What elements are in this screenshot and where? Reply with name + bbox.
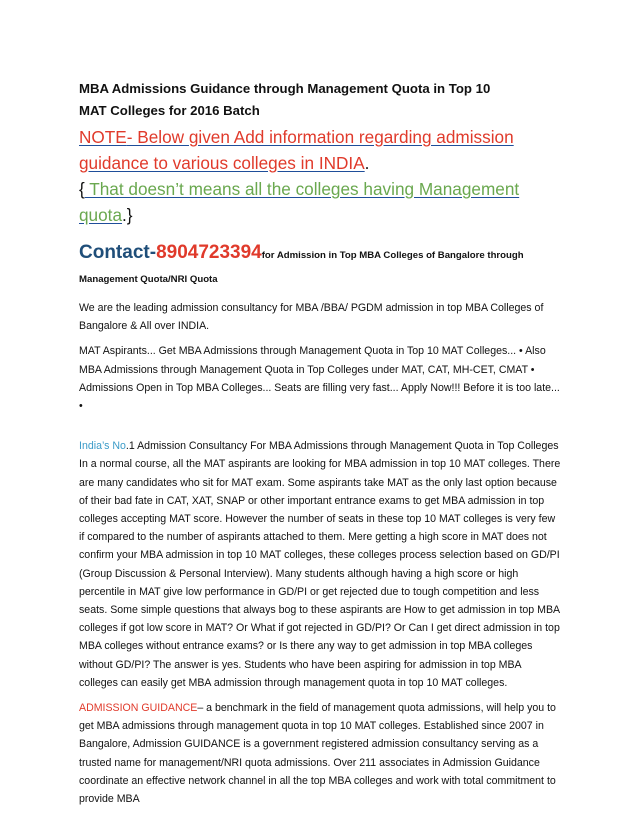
note-line — [79, 124, 561, 176]
disclaimer-open: { — [79, 179, 85, 199]
note-label: NOTE — [79, 127, 127, 147]
contact-line — [79, 238, 561, 271]
title-line-1: MBA Admissions Guidance through Management Quota in Top 10 — [79, 81, 491, 96]
disclaimer-text: That doesn’t means all the colleges having Management quota — [79, 179, 520, 225]
document-content — [79, 78, 561, 815]
admission-guidance-text: – a benchmark in the field of management quota admissions, will help you to get MBA admissions through management quota in top 10 MAT colleges. Established since 2007 in Bangalore, Admission GUIDANCE is a government registered admission consultancy serving as a trusted name for management/NRI quota admissions. Over 211 associates in Admission Guidance coordinate an effective network channel in all the top MBA colleges and work with total commitment to provide MBA — [79, 702, 556, 806]
india-label: India’s No — [79, 440, 126, 453]
document-title — [79, 78, 561, 122]
contact-phone: 8904723394 — [156, 242, 262, 263]
contact-label: Contact- — [79, 242, 157, 263]
mat-paragraph: MAT Aspirants... Get MBA Admissions through Management Quota in Top 10 MAT Colleges... • Also MBA Admissions through Management Quota in Top Colleges under MAT, CAT, MH-CET, CMAT • Admissions Open in Top MBA Colleges... Seats are filling very fast... Apply Now!!! Before it is too late... • — [79, 345, 560, 413]
disclaimer-line — [79, 176, 561, 228]
disclaimer-close: .} — [122, 205, 133, 225]
admission-guidance-paragraph — [79, 699, 561, 808]
contact-line-2: Management Quota/NRI Quota — [79, 274, 218, 285]
note-text: - Below given Add information regarding admission guidance to various colleges in INDIA — [79, 127, 514, 173]
title-line-2: MAT Colleges for 2016 Batch — [79, 103, 260, 118]
contact-suffix: for Admission in Top MBA Colleges of Bangalore through — [261, 250, 524, 261]
india-text: .1 Admission Consultancy For MBA Admissions through Management Quota in Top Colleges In a normal course, all the MAT aspirants are looking for MBA admission in top 10 MAT colleges. There are many candidates who sit for MAT exam. Some aspirants take MAT as the only last option because of their bad fate in CAT, XAT, SNAP or other important entrance exams to get MBA admission in top colleges accepting MAT score. However the number of seats in these top 10 MAT colleges is very few if compared to the number of aspirants attached to them. Mere getting a high score in MAT does not confirm your MBA admission in top 10 MAT colleges, these colleges process selection based on GD/PI (Group Discussion & Personal Interview). Many students although having a high score or high percentile in MAT give low performance in GD/PI or get rejected due to tough competition and less seats. Some simple questions that always bog to these aspirants are How to get admission in top MBA colleges if got low score in MAT? Or What if got rejected in GD/PI? Or Can I get direct admission in top MBA colleges without entrance exams? or Is there any way to get admission in top MBA colleges without GD/PI? The answer is yes. Students who have been aspiring for admission in top MBA colleges can easily get MBA admission through management quota in top 10 MAT colleges. — [79, 440, 561, 689]
admission-guidance-label: ADMISSION GUIDANCE — [79, 702, 198, 715]
india-paragraph — [79, 437, 561, 692]
note-period: . — [364, 153, 370, 173]
intro-paragraph: We are the leading admission consultancy for MBA /BBA/ PGDM admission in top MBA Colleges of Bangalore & All over INDIA. — [79, 302, 544, 333]
